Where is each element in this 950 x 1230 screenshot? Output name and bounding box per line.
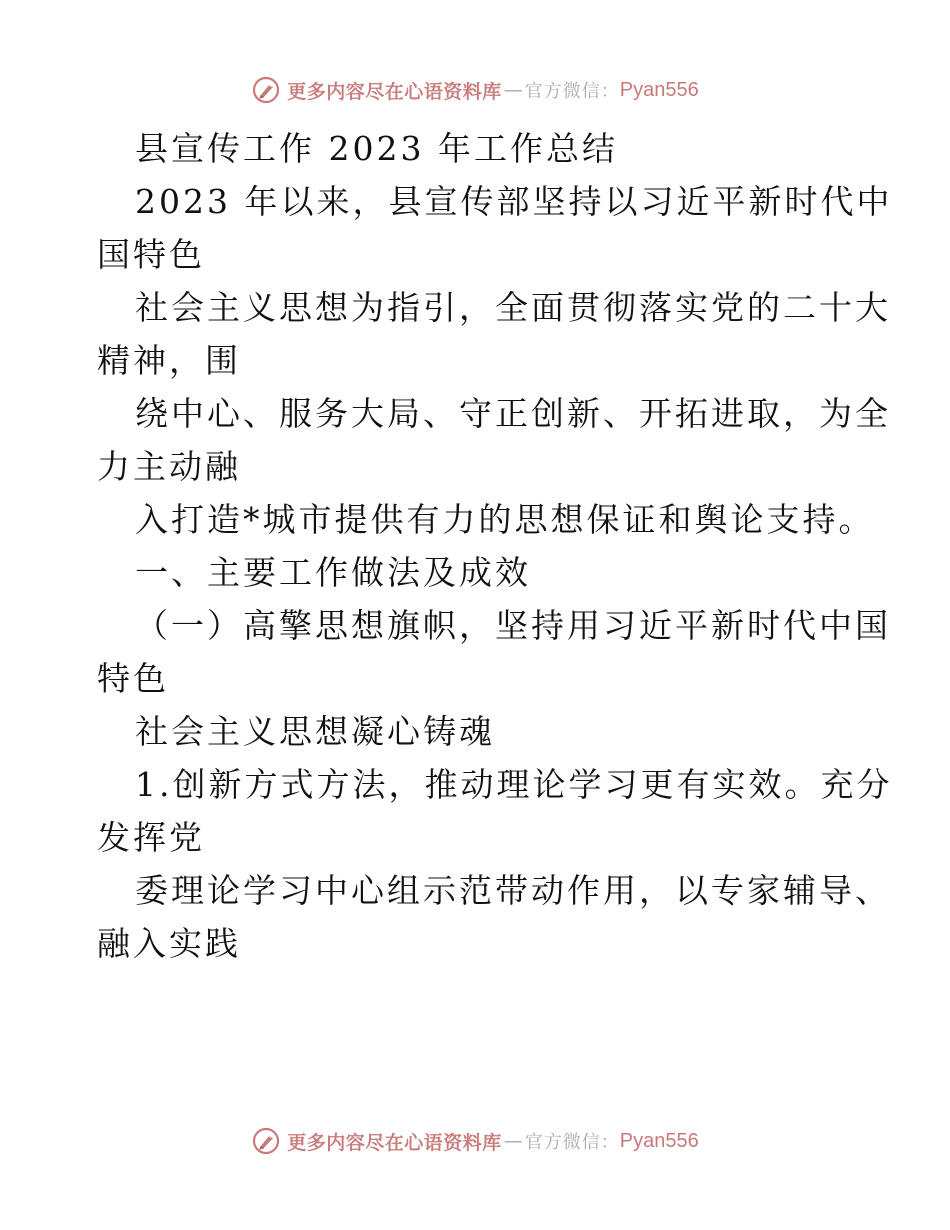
document-line: 绕中心、服务大局、守正创新、开拓进取，为全 xyxy=(135,394,891,433)
document-line: 委理论学习中心组示范带动作用，以专家辅导、 xyxy=(135,871,891,910)
document-line: 融入实践 xyxy=(97,924,241,963)
watermark-main-text: 更多内容尽在心语资料库 xyxy=(287,80,502,103)
footer-watermark xyxy=(0,1121,950,1161)
document-line: 国特色 xyxy=(97,235,205,274)
document-line: 力主动融 xyxy=(97,447,241,486)
watermark-wechat-label: 官方微信： xyxy=(524,1132,620,1153)
watermark-wechat-id: Pyan556 xyxy=(619,1129,699,1152)
fountain-pen-logo-icon xyxy=(251,1126,281,1156)
document-line: 一、主要工作做法及成效 xyxy=(135,553,531,592)
document-line: 发挥党 xyxy=(97,818,205,857)
fountain-pen-logo-icon xyxy=(251,75,281,105)
document-line: （一）高擎思想旗帜，坚持用习近平新时代中国 xyxy=(135,606,891,645)
document-line: 特色 xyxy=(97,659,169,698)
header-watermark xyxy=(0,70,950,110)
document-line: 2023 年以来，县宣传部坚持以习近平新时代中 xyxy=(135,182,893,221)
document-line: 1.创新方式方法，推动理论学习更有实效。充分 xyxy=(135,765,893,804)
watermark-separator: — xyxy=(503,1130,523,1152)
document-line: 县宣传工作 2023 年工作总结 xyxy=(135,129,618,168)
document-line: 社会主义思想为指引，全面贯彻落实党的二十大 xyxy=(135,288,891,327)
watermark-wechat-id: Pyan556 xyxy=(619,78,699,101)
document-body xyxy=(97,122,893,970)
watermark-main-text: 更多内容尽在心语资料库 xyxy=(287,1131,502,1154)
document-line: 精神，围 xyxy=(97,341,241,380)
document-line: 入打造*城市提供有力的思想保证和舆论支持。 xyxy=(135,500,875,539)
watermark-separator: — xyxy=(503,79,523,101)
watermark-wechat-label: 官方微信： xyxy=(524,81,620,102)
document-line: 社会主义思想凝心铸魂 xyxy=(135,712,495,751)
